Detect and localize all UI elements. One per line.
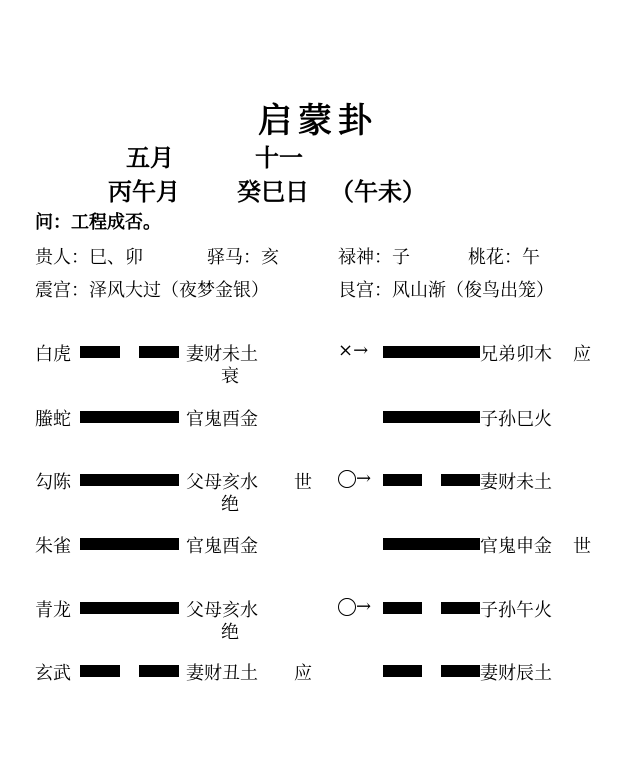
changed-line-label: 妻财辰土	[480, 663, 552, 684]
day-number: 十一	[255, 143, 303, 172]
month: 五月	[126, 143, 174, 172]
line-label: 妻财丑土	[186, 663, 258, 684]
yin-bar-right	[139, 665, 179, 677]
six-spirit: 玄武	[35, 663, 71, 684]
line-label: 官鬼酉金	[186, 409, 258, 430]
line-label: 妻财未土	[186, 344, 258, 365]
line-label: 父母亥水	[186, 600, 258, 621]
change-arrow: →	[356, 596, 372, 617]
yin-bar-left	[383, 474, 422, 486]
changing-line-circle-icon	[338, 470, 356, 488]
main-hexagram: 震宫：泽风大过（夜梦金银）	[35, 280, 269, 301]
shi-ying-marker: 世	[294, 472, 312, 493]
changed-shi-ying-marker: 应	[573, 344, 591, 365]
six-spirit: 白虎	[35, 344, 71, 365]
change-arrow: →	[356, 468, 372, 489]
changed-line-label: 子孙午火	[480, 600, 552, 621]
line-status: 绝	[221, 622, 239, 643]
day-ganzhi: 癸巳日	[237, 177, 309, 206]
changed-shi-ying-marker: 世	[573, 536, 591, 557]
yin-bar-right	[139, 346, 179, 358]
yang-bar	[80, 474, 179, 486]
yang-bar	[383, 411, 480, 423]
page-title: 启蒙卦	[258, 101, 378, 141]
yin-bar-right	[441, 665, 480, 677]
changing-line-x: ×→	[338, 340, 369, 361]
six-spirit: 螣蛇	[35, 409, 71, 430]
yang-bar	[383, 346, 480, 358]
month-ganzhi: 丙午月	[108, 177, 180, 206]
lushen: 禄神：子	[338, 247, 410, 268]
yang-bar	[80, 538, 179, 550]
line-status: 绝	[221, 494, 239, 515]
void-branches: （午未）	[330, 177, 426, 206]
yin-bar-left	[80, 346, 120, 358]
changed-line-label: 子孙巳火	[480, 409, 552, 430]
yin-bar-right	[441, 602, 480, 614]
yima: 驿马：亥	[207, 247, 279, 268]
shi-ying-marker: 应	[294, 663, 312, 684]
six-spirit: 勾陈	[35, 472, 71, 493]
yin-bar-right	[441, 474, 480, 486]
yang-bar	[383, 538, 480, 550]
six-spirit: 青龙	[35, 600, 71, 621]
yin-bar-left	[80, 665, 120, 677]
yang-bar	[80, 602, 179, 614]
yang-bar	[80, 411, 179, 423]
line-label: 父母亥水	[186, 472, 258, 493]
yin-bar-left	[383, 602, 422, 614]
six-spirit: 朱雀	[35, 536, 71, 557]
taohua: 桃花：午	[468, 247, 540, 268]
changing-line-circle-icon	[338, 598, 356, 616]
question: 问：工程成否。	[35, 212, 161, 233]
changed-hexagram: 艮宫：风山渐（俊鸟出笼）	[338, 280, 554, 301]
changed-line-label: 妻财未土	[480, 472, 552, 493]
changed-line-label: 兄弟卯木	[480, 344, 552, 365]
line-label: 官鬼酉金	[186, 536, 258, 557]
changed-line-label: 官鬼申金	[480, 536, 552, 557]
line-status: 衰	[221, 366, 239, 387]
yin-bar-left	[383, 665, 422, 677]
guiren: 贵人：巳、卯	[35, 247, 143, 268]
